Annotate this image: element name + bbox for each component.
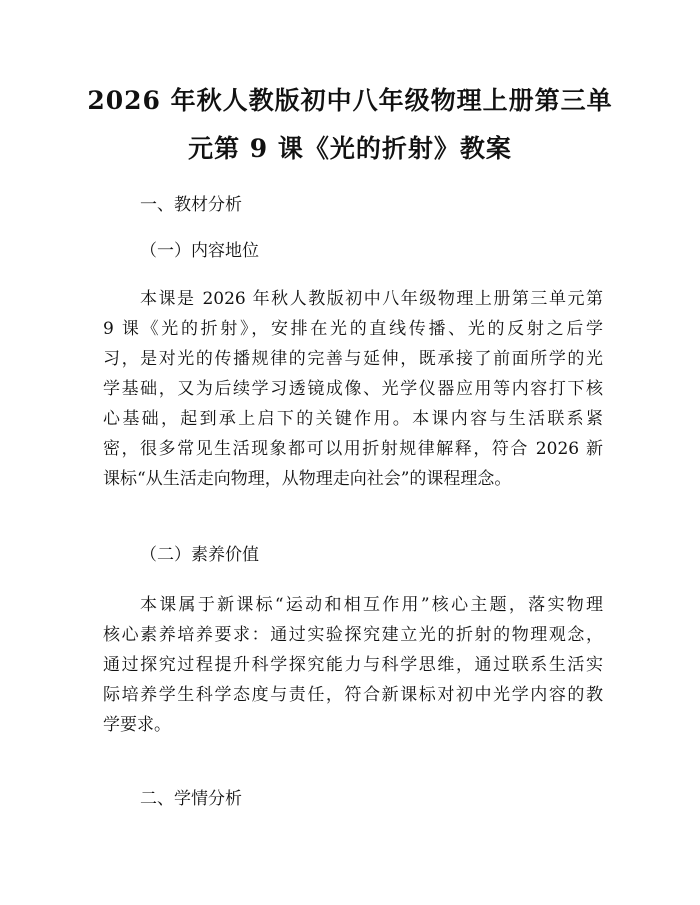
paragraph-line: 9 课《光的折射》，安排在光的直线传播、光的反射之后学	[103, 319, 603, 339]
paragraph-line: 学要求。	[103, 715, 171, 735]
paragraph-line: 课标“从生活走向物理，从物理走向社会”的课程理念。	[103, 469, 512, 489]
paragraph-line: 通过探究过程提升科学探究能力与科学思维，通过联系生活实	[103, 655, 603, 675]
section-heading-textbook-analysis: 一、教材分析	[140, 195, 242, 215]
paragraph-line: 际培养学生科学态度与责任，符合新课标对初中光学内容的教	[103, 685, 603, 705]
subheading-content-position: （一）内容地位	[140, 241, 259, 261]
section-heading-student-analysis: 二、学情分析	[140, 789, 242, 809]
paragraph-content-position	[103, 284, 603, 494]
paragraph-line: 习，是对光的传播规律的完善与延伸，既承接了前面所学的光	[103, 349, 603, 369]
paragraph-line: 本课属于新课标“运动和相互作用”核心主题，落实物理	[140, 595, 603, 615]
paragraph-literacy-value	[103, 590, 603, 740]
paragraph-line: 本课是 2026 年秋人教版初中八年级物理上册第三单元第	[140, 289, 603, 309]
paragraph-line: 心基础，起到承上启下的关键作用。本课内容与生活联系紧	[103, 409, 603, 429]
subheading-literacy-value: （二）素养价值	[140, 545, 259, 565]
paragraph-line: 学基础，又为后续学习透镜成像、光学仪器应用等内容打下核	[103, 379, 603, 399]
document-title-line-2: 元第 9 课《光的折射》教案	[188, 134, 512, 163]
paragraph-line: 核心素养培养要求：通过实验探究建立光的折射的物理观念，	[103, 625, 603, 645]
paragraph-line: 密，很多常见生活现象都可以用折射规律解释，符合 2026 新	[103, 439, 603, 459]
document-title-line-1: 2026 年秋人教版初中八年级物理上册第三单	[87, 86, 613, 115]
